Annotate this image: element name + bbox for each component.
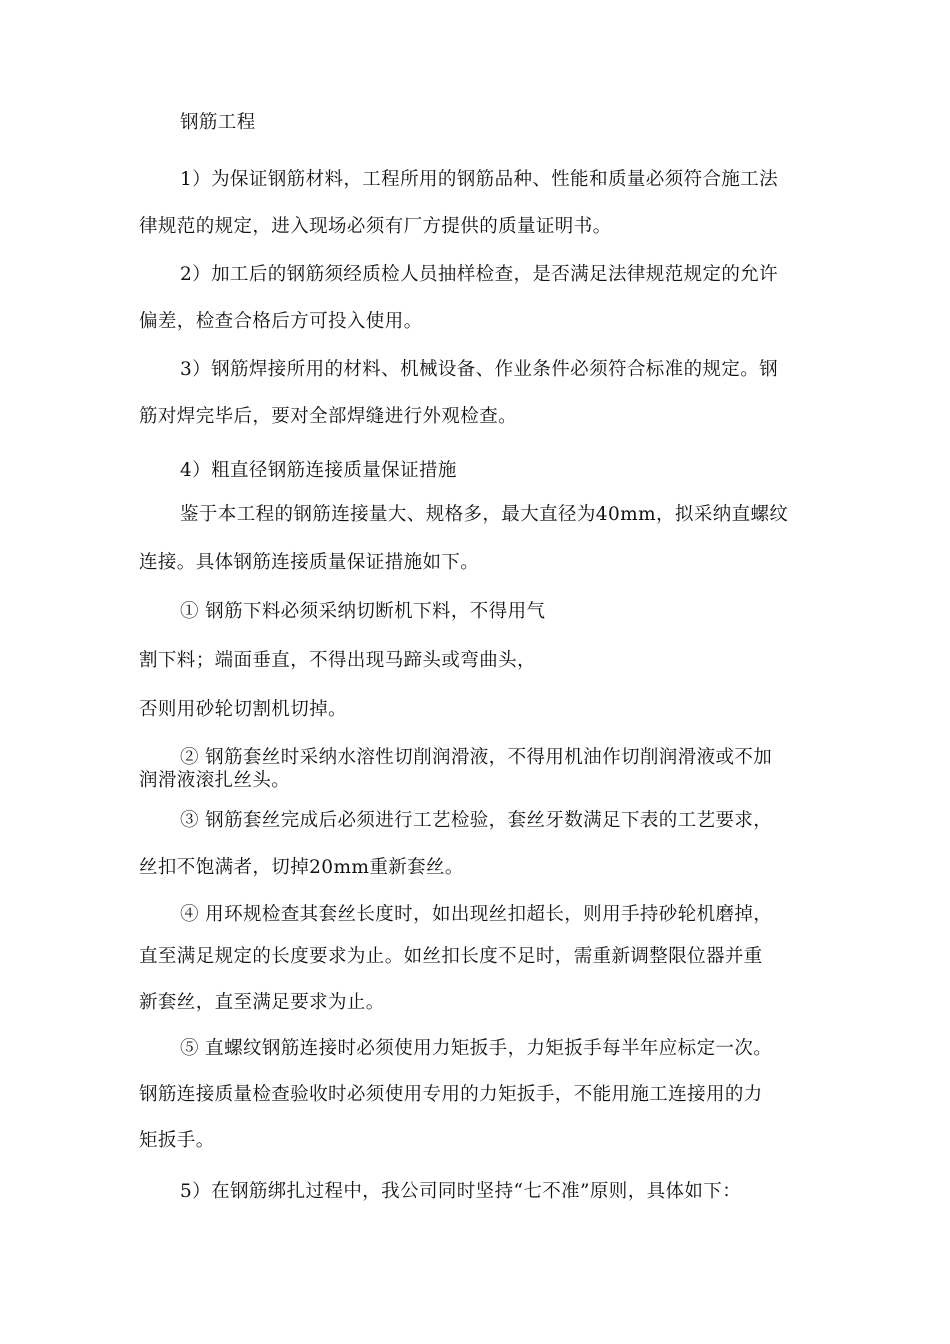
paragraph-line: 矩扳手。 xyxy=(139,1130,215,1151)
paragraph-line: 润滑液滚扎丝头。 xyxy=(139,770,291,791)
paragraph-line: ③ 钢筋套丝完成后必须进行工艺检验，套丝牙数满足下表的工艺要求， xyxy=(180,810,773,831)
paragraph-line: ⑤ 直螺纹钢筋连接时必须使用力矩扳手，力矩扳手每半年应标定一次。 xyxy=(180,1038,773,1059)
paragraph-line: 4）粗直径钢筋连接质量保证措施 xyxy=(180,460,457,481)
paragraph-line: 连接。具体钢筋连接质量保证措施如下。 xyxy=(139,552,480,573)
paragraph-line: 割下料；端面垂直，不得出现马蹄头或弯曲头， xyxy=(139,650,536,671)
paragraph-line: ① 钢筋下料必须采纳切断机下料，不得用气 xyxy=(180,601,546,622)
paragraph-line: 偏差，检查合格后方可投入使用。 xyxy=(139,311,423,332)
paragraph-line: 3）钢筋焊接所用的材料、机械设备、作业条件必须符合标准的规定。钢 xyxy=(180,359,779,380)
paragraph-line: ② 钢筋套丝时采纳水溶性切削润滑液，不得用机油作切削润滑液或不加 xyxy=(180,747,773,768)
paragraph-line: 鉴于本工程的钢筋连接量大、规格多，最大直径为40mm，拟采纳直螺纹 xyxy=(180,504,789,525)
paragraph-line: ④ 用环规检查其套丝长度时，如出现丝扣超长，则用手持砂轮机磨掉， xyxy=(180,904,773,925)
paragraph-line: 否则用砂轮切割机切掉。 xyxy=(139,699,347,720)
paragraph-line: 直至满足规定的长度要求为止。如丝扣长度不足时，需重新调整限位器并重 xyxy=(139,946,763,967)
section-heading: 钢筋工程 xyxy=(180,112,256,133)
paragraph-line: 5）在钢筋绑扎过程中，我公司同时坚持“七不准”原则，具体如下： xyxy=(180,1181,742,1202)
paragraph-line: 新套丝，直至满足要求为止。 xyxy=(139,992,385,1013)
paragraph-line: 筋对焊完毕后，要对全部焊缝进行外观检查。 xyxy=(139,406,518,427)
paragraph-line: 钢筋连接质量检查验收时必须使用专用的力矩扳手，不能用施工连接用的力 xyxy=(139,1084,763,1105)
paragraph-line: 丝扣不饱满者，切掉20mm重新套丝。 xyxy=(139,857,464,878)
paragraph-line: 律规范的规定，进入现场必须有厂方提供的质量证明书。 xyxy=(139,216,612,237)
paragraph-line: 1）为保证钢筋材料，工程所用的钢筋品种、性能和质量必须符合施工法 xyxy=(180,169,779,190)
paragraph-line: 2）加工后的钢筋须经质检人员抽样检查，是否满足法律规范规定的允许 xyxy=(180,264,779,285)
